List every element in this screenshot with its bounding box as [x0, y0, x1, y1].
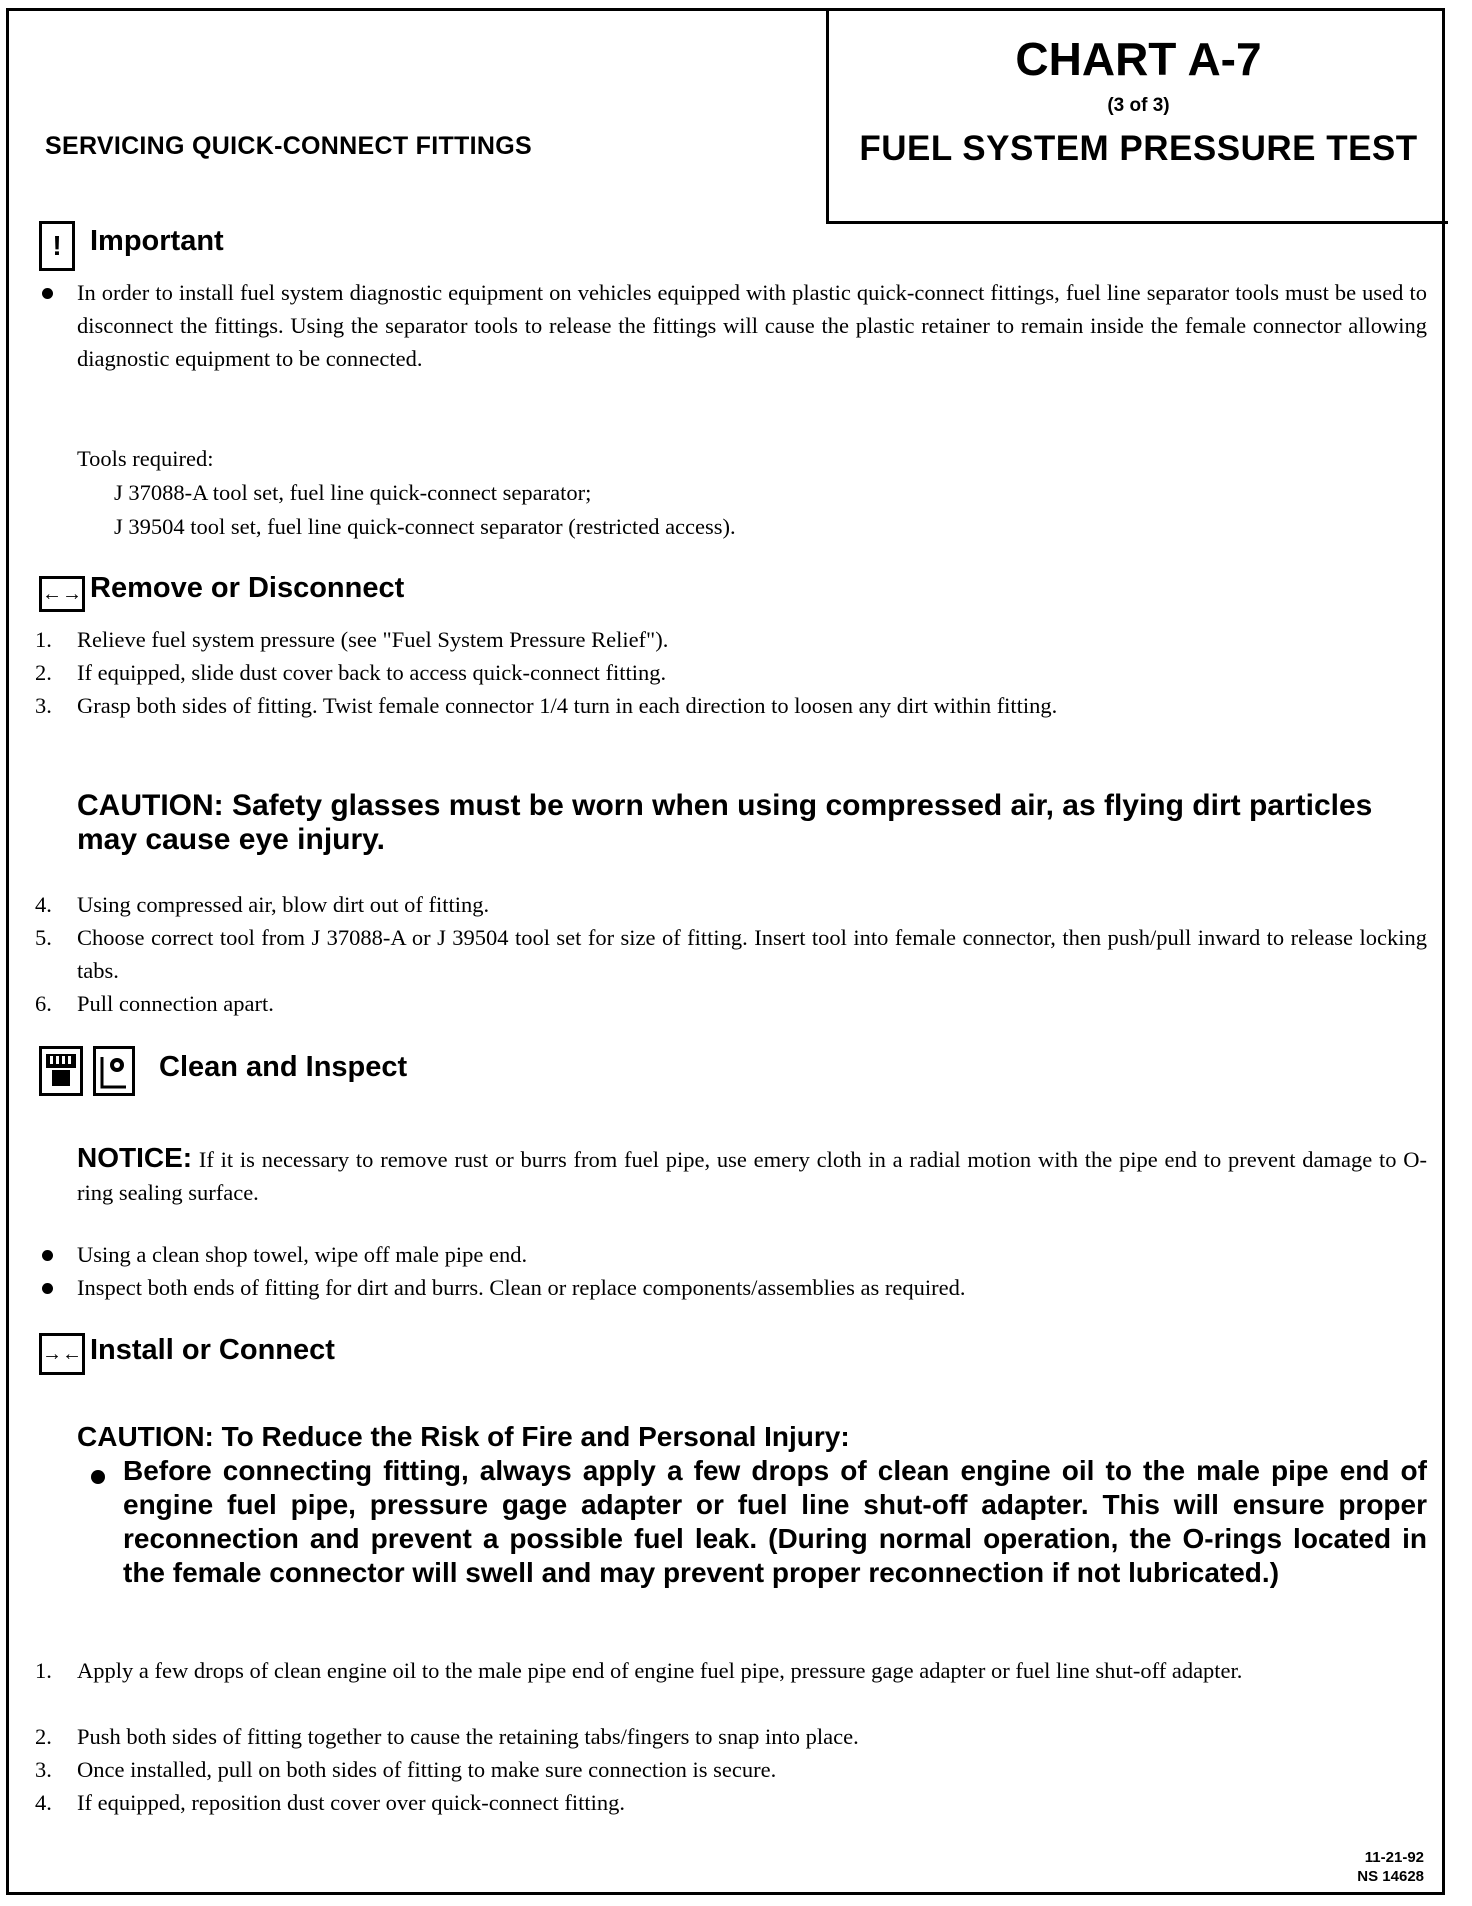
important-icon-glyph: ! — [52, 230, 62, 261]
install-icon-glyph: →← — [42, 1342, 82, 1365]
tools-label: Tools required: — [77, 446, 214, 471]
notice-text: If it is necessary to remove rust or burrs from fuel pipe, use emery cloth in a radial motion with the pipe end to prevent damage to O-ring sealing surface. — [77, 1147, 1428, 1205]
step-number: 3. — [35, 1757, 52, 1782]
step-number: 3. — [35, 693, 52, 718]
clean-icon — [39, 1046, 83, 1096]
bullet-icon — [42, 1250, 53, 1261]
remove-step: Pull connection apart. — [77, 991, 274, 1016]
step-number: 4. — [35, 1790, 52, 1815]
bullet-icon — [42, 288, 53, 299]
step-number: 1. — [35, 1658, 52, 1683]
bullet-icon — [42, 1283, 53, 1294]
remove-step: Relieve fuel system pressure (see "Fuel System Pressure Relief"). — [77, 627, 669, 652]
install-connect-icon — [39, 1333, 85, 1375]
caution-safety-glasses: CAUTION: Safety glasses must be worn when using compressed air, as flying dirt particles may cause eye injury. — [77, 789, 1373, 856]
footer-code: NS 14628 — [1357, 1868, 1424, 1885]
footer-date: 11-21-92 — [1364, 1849, 1424, 1866]
clean-bullet: Inspect both ends of fitting for dirt and burrs. Clean or replace components/assemblies as required. — [77, 1275, 966, 1300]
caution-fire-text: Before connecting fitting, always apply a few drops of clean engine oil to the male pipe end of engine fuel pipe, pressure gage adapter or fuel line shut-off adapter. This will ensure proper reconnection and prevent a possible fuel leak. (During normal operation, the O-rings located in the female connector will swell and may prevent proper reconnection if not lubricated.) — [123, 1455, 1427, 1588]
tool-item: J 37088-A tool set, fuel line quick-connect separator; — [114, 480, 592, 505]
remove-step: If equipped, slide dust cover back to access quick-connect fitting. — [77, 660, 667, 685]
bullet-icon — [91, 1470, 105, 1484]
install-step: Apply a few drops of clean engine oil to the male pipe end of engine fuel pipe, pressure gage adapter or fuel line shut-off adapter. — [77, 1658, 1243, 1683]
important-icon — [39, 221, 75, 271]
clean-bullet: Using a clean shop towel, wipe off male pipe end. — [77, 1242, 528, 1267]
document-title: SERVICING QUICK-CONNECT FITTINGS — [45, 132, 532, 160]
remove-step: Grasp both sides of fitting. Twist female connector 1/4 turn in each direction to loosen any dirt within fitting. — [77, 693, 1058, 718]
important-text: In order to install fuel system diagnostic equipment on vehicles equipped with plastic quick-connect fittings, fuel line separator tools must be used to disconnect the fittings. Using the separator tools to release the fittings will cause the plastic retainer to remain inside the female connector allowing diagnostic equipment to be connected. — [77, 280, 1427, 371]
magnifier-icon — [98, 1051, 130, 1091]
chart-title: CHART A-7 — [1015, 33, 1262, 85]
remove-step: Using compressed air, blow dirt out of fitting. — [77, 892, 490, 917]
remove-icon-glyph: ←→ — [42, 582, 82, 605]
install-heading: Install or Connect — [90, 1334, 335, 1366]
remove-step: Choose correct tool from J 37088-A or J 39504 tool set for size of fitting. Insert tool into female connector, then push/pull inward to release locking tabs. — [77, 925, 1427, 983]
step-number: 6. — [35, 991, 52, 1016]
cleaning-brush-icon — [44, 1052, 78, 1090]
step-number: 1. — [35, 627, 52, 652]
install-step: Push both sides of fitting together to cause the retaining tabs/fingers to snap into place. — [77, 1724, 859, 1749]
clean-heading: Clean and Inspect — [159, 1051, 408, 1083]
document-page — [6, 8, 1445, 1895]
important-heading: Important — [90, 225, 224, 257]
chart-page-indicator: (3 of 3) — [1107, 95, 1170, 116]
caution-fire-title: CAUTION: To Reduce the Risk of Fire and Personal Injury: — [77, 1421, 850, 1452]
chart-name: FUEL SYSTEM PRESSURE TEST — [859, 129, 1418, 168]
notice-label: NOTICE: — [77, 1142, 193, 1173]
remove-disconnect-icon — [39, 576, 85, 612]
notice-paragraph — [77, 1141, 1427, 1209]
install-step: Once installed, pull on both sides of fitting to make sure connection is secure. — [77, 1757, 777, 1782]
chart-title-box — [826, 11, 1448, 224]
tool-item: J 39504 tool set, fuel line quick-connect separator (restricted access). — [114, 514, 736, 539]
install-step: If equipped, reposition dust cover over quick-connect fitting. — [77, 1790, 625, 1815]
remove-heading: Remove or Disconnect — [90, 572, 405, 604]
step-number: 4. — [35, 892, 52, 917]
step-number: 2. — [35, 660, 52, 685]
step-number: 5. — [35, 925, 52, 950]
step-number: 2. — [35, 1724, 52, 1749]
inspect-icon — [93, 1046, 135, 1096]
